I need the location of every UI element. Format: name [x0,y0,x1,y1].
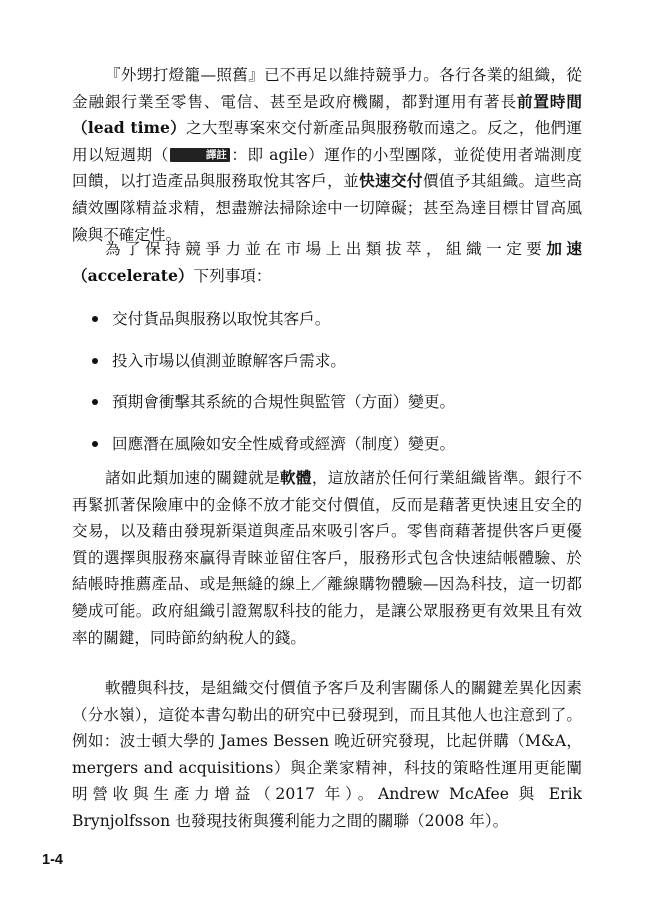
paragraph-1-text-d: 價值予其組織。這些高績效團隊精益求精，想盡辦法掃除途中一切障礙；甚至為達目標甘冒高風險與不確定性。 [72,172,582,244]
paragraph-4 [72,675,582,835]
paragraph-3-bold-software: 軟體 [280,468,312,487]
bullet-dot-icon [92,441,98,447]
translator-note-badge: 譯註 [170,148,230,162]
paragraph-2-text-b: 下列事項： [193,266,272,285]
paragraph-2 [72,236,582,289]
paragraph-3-text-a: 諸如此類加速的關鍵就是 [105,469,280,487]
list-item [90,389,455,431]
bullet-text: 回應潛在風險如安全性威脅或經濟（制度）變更。 [112,434,456,453]
paragraph-2-text-a: 為了保持競爭力並在市場上出類拔萃，組織一定要 [105,240,547,258]
bullet-dot-icon [92,399,98,405]
bullet-list [90,306,455,472]
paragraph-4-text: 軟體與科技，是組織交付價值予客戶及利害關係人的關鍵差異化因素（分水嶺），這從本書勾勒出的研究中已發現到，而且其他人也注意到了。例如：波士頓大學的 James Bessen 晚近研究發現，比起併購（M&A，mergers and acquisitions）與企業家精神，科技的策略性運用更能闡明營收與生產力增益（2017 年）。Andrew McAfee 與 Erik Brynjolfsson 也發現技術與獲利能力之間的關聯（2008 年）。 [72,679,582,830]
paragraph-3-text-b: ，這放諸於任何行業組織皆準。銀行不再緊抓著保險庫中的金條不放才能交付價值，反而是藉著更快速且安全的交易，以及藉由發現新渠道與產品來吸引客戶。零售商藉著提供客戶更優質的選擇與服務來贏得青睞並留住客戶，服務形式包含快速結帳體驗、於結帳時推薦產品、或是無縫的線上／離線購物體驗—因為科技，這一切都變成可能。政府組織引證駕馭科技的能力，是讓公眾服務更有效果且有效率的關鍵，同時節約納稅人的錢。 [72,469,582,647]
paragraph-1-bold-fast-delivery: 快速交付 [359,171,423,191]
bullet-dot-icon [92,316,98,322]
paragraph-3 [72,465,582,651]
bullet-dot-icon [92,358,98,364]
paragraph-1-bold-lead-time: 前置時間（lead time） [72,91,582,138]
bullet-text: 投入市場以偵測並瞭解客戶需求。 [112,351,346,370]
paragraph-2-bold-accelerate: 加速（accelerate） [72,239,582,285]
paragraph-1 [72,62,582,248]
paragraph-1-text-a: 『外甥打燈籠—照舊』已不再足以維持競爭力。各行各業的組織，從金融銀行業至零售、電信、甚至是政府機關，都對運用有著長 [72,66,582,111]
paragraph-1-text-c: ：即 agile）運作的小型團隊，並從使用者端測度回饋，以打造產品與服務取悅其客戶，並 [72,145,582,191]
bullet-text: 交付貨品與服務以取悅其客戶。 [112,310,331,328]
list-item [90,306,455,348]
page-number: 1-4 [42,852,63,868]
bullet-text: 預期會衝擊其系統的合規性與監管（方面）變更。 [112,393,456,411]
paragraph-1-text-b: 之大型專案來交付新產品與服務敬而遠之。反之，他們運用以短週期（ [72,119,582,164]
list-item [90,348,455,390]
